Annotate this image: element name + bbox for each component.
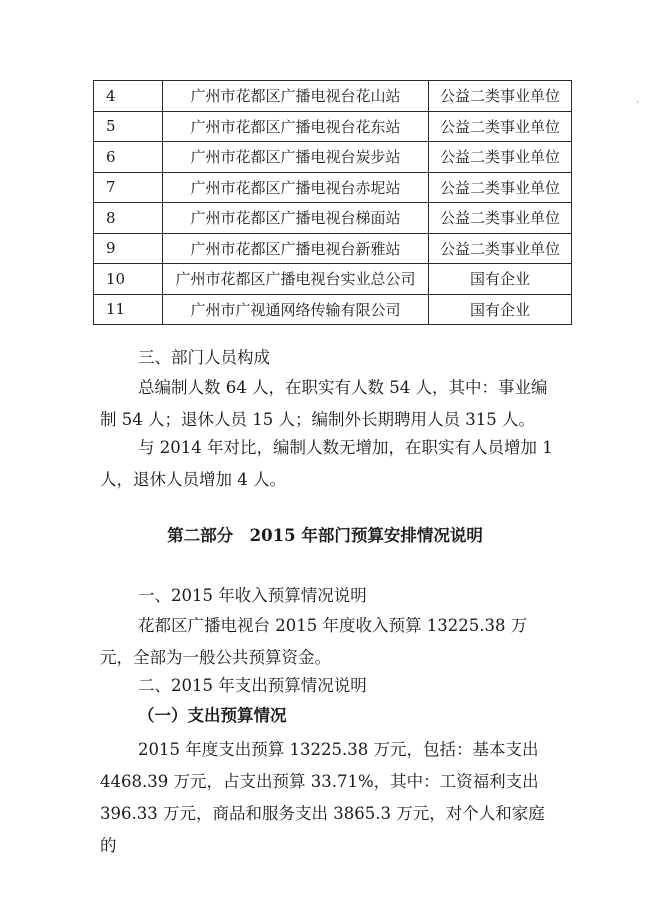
section-heading-staff: 三、部门人员构成 [138,348,270,367]
unit-type-cell: 公益二类事业单位 [429,172,572,203]
part-two-title: 第二部分 2015 年部门预算安排情况说明 [167,526,483,545]
table-row [94,203,572,234]
unit-type-cell: 国有企业 [429,264,572,295]
table-row [94,294,572,325]
income-budget-heading: 一、2015 年收入预算情况说明 [138,586,367,605]
unit-name-cell: 广州市广视通网络传输有限公司 [163,294,429,325]
expense-budget-heading: 二、2015 年支出预算情况说明 [138,676,367,695]
unit-name-cell: 广州市花都区广播电视台炭步站 [163,142,429,173]
unit-type-cell: 公益二类事业单位 [429,233,572,264]
row-number-cell: 11 [94,294,163,325]
row-number-cell: 8 [94,203,163,234]
scan-speck: · [636,98,639,108]
table-row [94,81,572,112]
row-number-cell: 6 [94,142,163,173]
unit-name-cell: 广州市花都区广播电视台实业总公司 [163,264,429,295]
table-row [94,111,572,142]
table-row [94,172,572,203]
table-row [94,264,572,295]
row-number-cell: 10 [94,264,163,295]
unit-name-cell: 广州市花都区广播电视台赤坭站 [163,172,429,203]
unit-type-cell: 公益二类事业单位 [429,142,572,173]
unit-type-cell: 公益二类事业单位 [429,203,572,234]
table-row [94,142,572,173]
row-number-cell: 9 [94,233,163,264]
unit-name-cell: 广州市花都区广播电视台花山站 [163,81,429,112]
unit-name-cell: 广州市花都区广播电视台新雅站 [163,233,429,264]
row-number-cell: 4 [94,81,163,112]
unit-type-cell: 公益二类事业单位 [429,111,572,142]
expense-budget-paragraph: 2015 年度支出预算 13225.38 万元，包括：基本支出 4468.39 万元，占支出预算 33.71%，其中：工资福利支出 396.33 万元，商品和服务支出 3865.3 万元，对个人和家庭的 [100,740,545,855]
affiliated-units-table [93,80,572,325]
unit-name-cell: 广州市花都区广播电视台梯面站 [163,203,429,234]
expense-sub-heading: （一）支出预算情况 [138,706,287,725]
unit-type-cell: 国有企业 [429,294,572,325]
staff-composition-paragraph: 总编制人数 64 人，在职实有人数 54 人，其中：事业编制 54 人；退休人员 15 人；编制外长期聘用人员 315 人。 [100,378,548,429]
row-number-cell: 5 [94,111,163,142]
row-number-cell: 7 [94,172,163,203]
staff-comparison-paragraph: 与 2014 年对比，编制人数无增加，在职实有人员增加 1 人，退休人员增加 4 人。 [100,438,553,489]
income-budget-paragraph: 花都区广播电视台 2015 年度收入预算 13225.38 万元，全部为一般公共预算资金。 [100,616,528,667]
units-table-body [94,81,572,325]
unit-name-cell: 广州市花都区广播电视台花东站 [163,111,429,142]
table-row [94,233,572,264]
unit-type-cell: 公益二类事业单位 [429,81,572,112]
